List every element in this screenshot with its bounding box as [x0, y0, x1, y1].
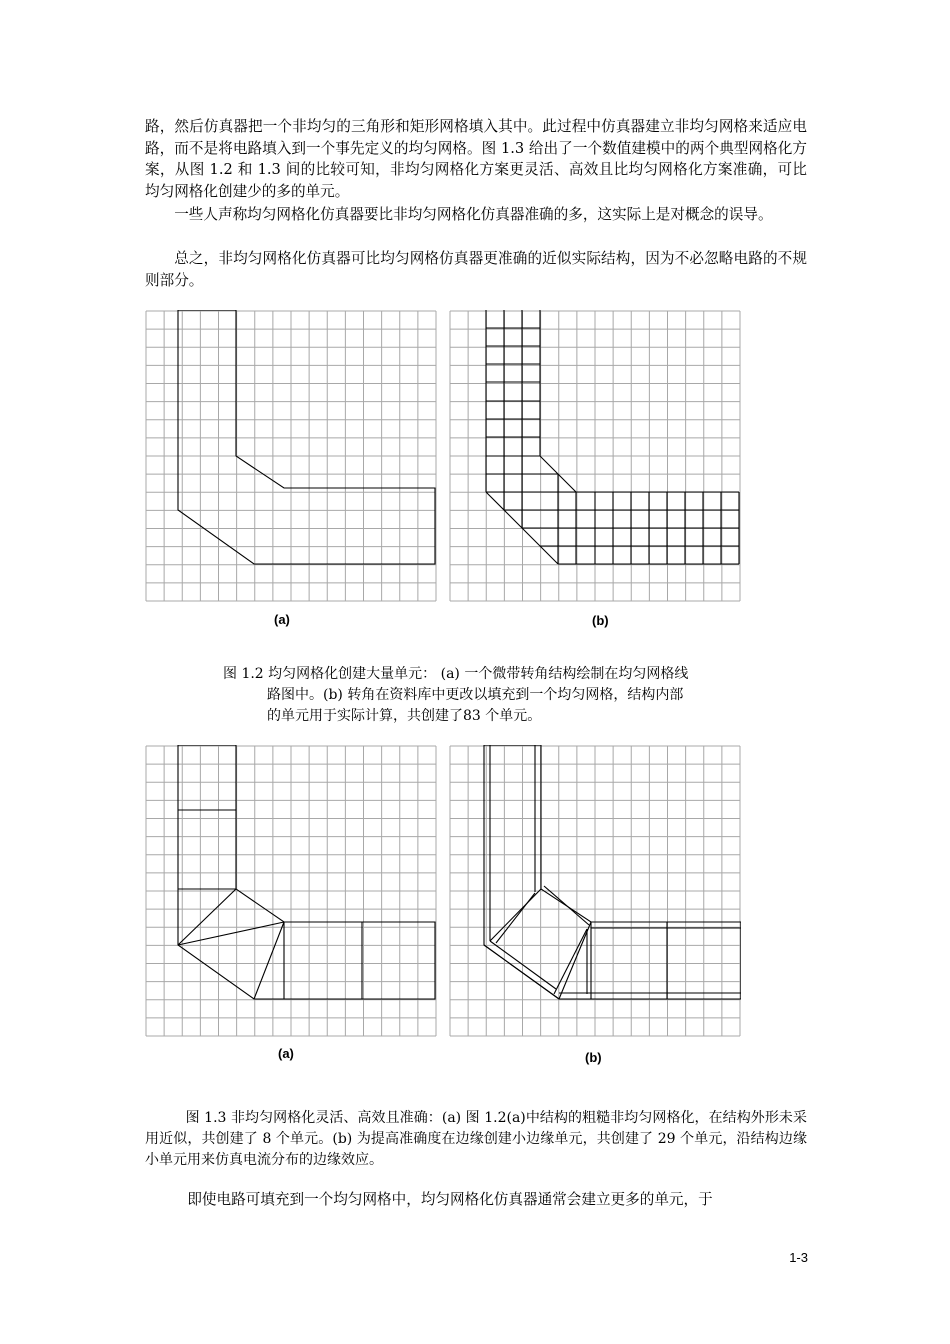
- paragraph-summary: 总之，非均匀网格化仿真器可比均匀网格仿真器更准确的近似实际结构，因为不必忽略电路的不规则部分。: [145, 250, 807, 289]
- figure-1-3a-label: (a): [278, 1046, 294, 1061]
- figure-1-2-caption-line1: 图 1.2 均匀网格化创建大量单元： (a) 一个微带转角结构绘制在均匀网格线: [223, 666, 689, 682]
- grid-lines: [146, 311, 436, 601]
- page-number: 1-3: [789, 1250, 808, 1265]
- figure-1-2-caption-line2: 路图中。(b) 转角在资料库中更改以填充到一个均匀网格，结构内部: [267, 687, 684, 703]
- figure-1-2b-label: (b): [592, 613, 609, 628]
- figure-1-3-caption: 图 1.3 非均匀网格化灵活、高效且准确：(a) 图 1.2(a)中结构的粗糙非均匀网格化，在结构外形未采用近似，共创建了 8 个单元。(b) 为提高准确度在边缘创建小边缘单元，共创建了 29 个单元，沿结构边缘小单元用来仿真电流分布的边缘效应。: [145, 1110, 807, 1168]
- coarse-nonuniform-mesh: [178, 745, 435, 999]
- paragraph-final: 即使电路可填充到一个均匀网格中，均匀网格化仿真器通常会建立更多的单元，于: [187, 1191, 713, 1208]
- figure-1-2a-label: (a): [274, 612, 290, 627]
- paragraph-claim: 一些人声称均匀网格化仿真器要比非均匀网格化仿真器准确的多，这实际上是对概念的误导。: [174, 206, 773, 223]
- figure-1-3a: [145, 745, 437, 1037]
- uniform-mesh-cells: [486, 310, 739, 564]
- paragraph-intro: 路，然后仿真器把一个非均匀的三角形和矩形网格填入其中。此过程中仿真器建立非均匀网格来适应电路，而不是将电路填入到一个事先定义的均匀网格。图 1.3 给出了一个数值建模中的两个典型网格化方案，从图 1.2 和 1.3 间的比较可知，非均匀网格化方案更灵活、高效且比均匀网格化方案准确，可比均匀网格化创建少的多的单元。: [145, 118, 807, 200]
- figure-1-2b: [449, 310, 741, 602]
- grid-lines: [146, 746, 436, 1036]
- microstrip-outline: [178, 310, 435, 564]
- figure-1-3b: [449, 745, 741, 1037]
- figure-1-3b-label: (b): [585, 1050, 602, 1065]
- figure-1-2-caption-line3: 的单元用于实际计算，共创建了83 个单元。: [267, 708, 542, 724]
- figure-1-2a: [145, 310, 437, 602]
